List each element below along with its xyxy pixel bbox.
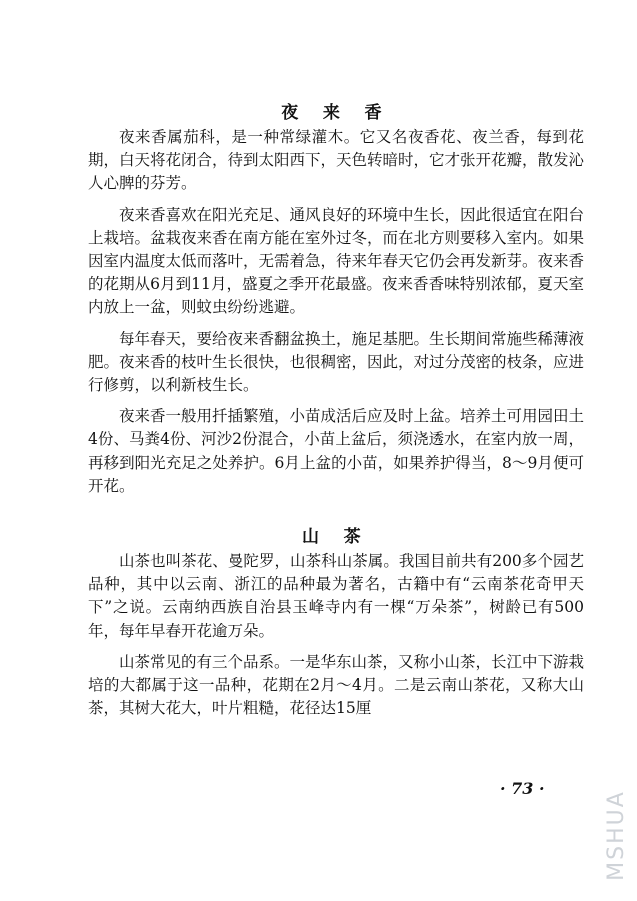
section-shancha <box>88 524 584 720</box>
section-title: 夜 来 香 <box>281 103 391 123</box>
paragraph: 夜来香属茄科，是一种常绿灌木。它又名夜香花、夜兰香，每到花期，白天将花闭合，待到太阳西下，天色转暗时，它才张开花瓣，散发沁人心脾的芬芳。 <box>88 128 585 193</box>
page-number: · 73 · <box>500 779 545 798</box>
paragraph: 每年春天，要给夜来香翻盆换土，施足基肥。生长期间常施些稀薄液肥。夜来香的枝叶生长很快，也很稠密，因此，对过分茂密的枝条，应进行修剪，以利新枝生长。 <box>88 329 585 395</box>
paragraph: 山茶也叫茶花、曼陀罗，山茶科山茶属。我国目前共有200多个园艺品种，其中以云南、浙江的品种最为著名，古籍中有“云南茶花奇甲天下”之说。云南纳西族自治县玉峰寺内有一棵“万朵茶”，树龄已有500年，每年早春开花逾万朵。 <box>88 552 584 640</box>
paragraph: 山茶常见的有三个品系。一是华东山茶，又称小山茶，长江中下游栽培的大都属于这一品种，花期在2月～4月。二是云南山茶花，又称大山茶，其树大花大，叶片粗糙，花径达15厘 <box>88 652 585 718</box>
section-yelaixiang <box>88 100 584 498</box>
page-body <box>88 100 584 720</box>
watermark <box>601 785 631 885</box>
section-title: 山 茶 <box>302 527 370 548</box>
paragraph: 夜来香一般用扦插繁殖，小苗成活后应及时上盆。培养土可用园田土4份、马粪4份、河沙2份混合，小苗上盆后，须浇透水，在室内放一周，再移到阳光充足之处养护。6月上盆的小苗，如果养护得当，8～9月便可开花。 <box>88 407 585 495</box>
paragraph: 夜来香喜欢在阳光充足、通风良好的环境中生长，因此很适宜在阳台上栽培。盆栽夜来香在南方能在室外过冬，而在北方则要移入室内。如果因室内温度太低而落叶，无需着急，待来年春天它仍会再发新芽。夜来香的花期从6月到11月，盛夏之季开花最盛。夜来香香味特别浓郁，夏天室内放上一盆，则蚊虫纷纷逃避。 <box>88 205 585 317</box>
watermark-text: MSHUA <box>603 789 629 881</box>
